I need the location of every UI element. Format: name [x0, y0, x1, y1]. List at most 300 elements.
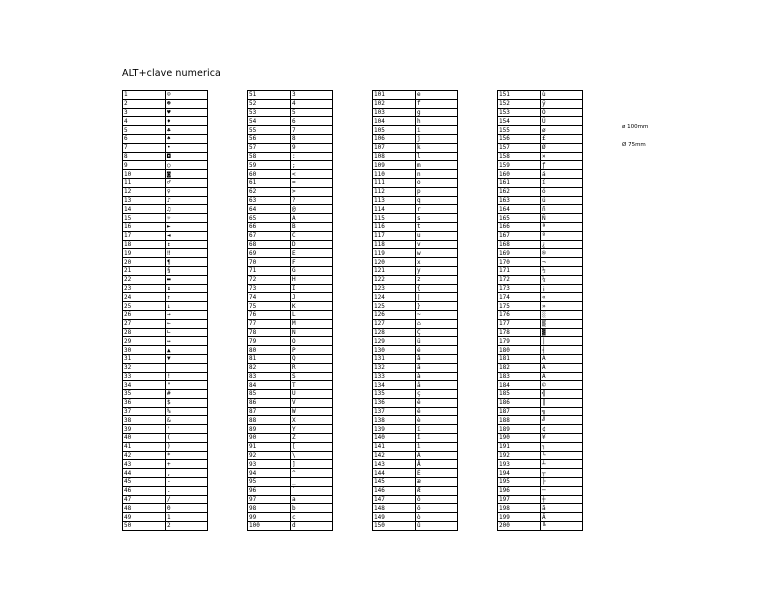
alt-code-character: ┴: [541, 460, 583, 469]
table-row: [123, 117, 208, 126]
alt-code-number: 81: [248, 354, 291, 363]
alt-code-number: 74: [248, 293, 291, 302]
alt-code-number: 186: [498, 398, 541, 407]
alt-code-character: §: [166, 266, 208, 275]
alt-code-number: 88: [248, 416, 291, 425]
alt-code-character: ñ: [541, 205, 583, 214]
alt-code-character: ä: [416, 363, 458, 372]
alt-code-number: 120: [373, 258, 416, 267]
alt-code-character: C: [291, 231, 333, 240]
alt-code-character: └: [541, 451, 583, 460]
alt-code-character: 3: [291, 91, 333, 100]
alt-code-character: ø: [541, 126, 583, 135]
alt-code-character: L: [291, 310, 333, 319]
alt-code-number: 154: [498, 117, 541, 126]
table-row: [248, 214, 333, 223]
alt-code-character: æ: [416, 478, 458, 487]
table-row: [373, 258, 458, 267]
alt-code-character: K: [291, 302, 333, 311]
alt-code-number: 137: [373, 407, 416, 416]
alt-code-number: 191: [498, 442, 541, 451]
alt-code-character: À: [541, 372, 583, 381]
table-row: [498, 170, 583, 179]
alt-code-character: ,: [166, 469, 208, 478]
alt-code-number: 180: [498, 346, 541, 355]
alt-code-character: T: [291, 381, 333, 390]
alt-code-character: ®: [541, 249, 583, 258]
alt-code-character: Ö: [541, 108, 583, 117]
alt-code-number: 165: [498, 214, 541, 223]
alt-code-character: 4: [291, 99, 333, 108]
alt-code-number: 17: [123, 231, 166, 240]
alt-code-character: #: [166, 390, 208, 399]
alt-code-character: Y: [291, 425, 333, 434]
alt-code-number: 102: [373, 99, 416, 108]
alt-code-character: ♣: [166, 126, 208, 135]
alt-code-number: 87: [248, 407, 291, 416]
alt-code-character: !: [166, 372, 208, 381]
table-row: [498, 328, 583, 337]
table-row: [248, 126, 333, 135]
alt-code-number: 93: [248, 460, 291, 469]
alt-code-character: ▲: [166, 346, 208, 355]
alt-code-number: 65: [248, 214, 291, 223]
alt-code-number: 66: [248, 222, 291, 231]
alt-code-number: 43: [123, 460, 166, 469]
alt-code-number: 142: [373, 451, 416, 460]
alt-code-number: 161: [498, 178, 541, 187]
alt-code-character: c: [291, 513, 333, 522]
alt-code-character: e: [416, 91, 458, 100]
alt-code-number: 25: [123, 302, 166, 311]
alt-code-number: 97: [248, 495, 291, 504]
table-row: [498, 205, 583, 214]
table-row: [373, 372, 458, 381]
table-row: [498, 214, 583, 223]
alt-code-character: y: [416, 266, 458, 275]
alt-code-character: ‼: [166, 249, 208, 258]
alt-code-number: 8: [123, 152, 166, 161]
alt-code-character: b: [291, 504, 333, 513]
alt-code-number: 157: [498, 143, 541, 152]
alt-code-character: I: [291, 284, 333, 293]
alt-code-character: a: [291, 495, 333, 504]
alt-code-number: 126: [373, 310, 416, 319]
table-row: [373, 152, 458, 161]
alt-code-character: ♦: [166, 117, 208, 126]
table-row: [248, 108, 333, 117]
alt-code-number: 40: [123, 434, 166, 443]
alt-code-number: 29: [123, 337, 166, 346]
table-row: [498, 117, 583, 126]
table-row: [373, 99, 458, 108]
alt-code-number: 129: [373, 337, 416, 346]
table-row: [498, 522, 583, 531]
table-row: [373, 143, 458, 152]
alt-code-number: 71: [248, 266, 291, 275]
alt-code-number: 22: [123, 275, 166, 284]
alt-code-character: ┬: [541, 469, 583, 478]
alt-code-character: ¢: [541, 425, 583, 434]
alt-code-number: 68: [248, 240, 291, 249]
alt-code-number: 109: [373, 161, 416, 170]
table-row: [123, 91, 208, 100]
table-row: [123, 442, 208, 451]
alt-code-character: *: [166, 451, 208, 460]
alt-code-character: F: [291, 258, 333, 267]
alt-code-character: û: [416, 522, 458, 531]
alt-code-number: 57: [248, 143, 291, 152]
table-row: [248, 170, 333, 179]
alt-code-character: ◘: [166, 152, 208, 161]
alt-code-number: 107: [373, 143, 416, 152]
alt-code-character: Ã: [541, 513, 583, 522]
alt-code-number: 189: [498, 425, 541, 434]
table-row: [373, 284, 458, 293]
alt-code-character: <: [291, 170, 333, 179]
alt-code-character: Ñ: [541, 214, 583, 223]
table-row: [123, 293, 208, 302]
table-row: [248, 222, 333, 231]
table-row: [248, 293, 333, 302]
table-row: [498, 381, 583, 390]
alt-code-character: ¶: [166, 258, 208, 267]
alt-code-number: 193: [498, 460, 541, 469]
alt-code-character: Q: [291, 354, 333, 363]
alt-code-number: 47: [123, 495, 166, 504]
table-row: [248, 337, 333, 346]
alt-code-number: 173: [498, 284, 541, 293]
table-row: [373, 214, 458, 223]
alt-code-character: r: [416, 205, 458, 214]
alt-code-character: ×: [541, 152, 583, 161]
table-row: [373, 222, 458, 231]
alt-code-number: 78: [248, 328, 291, 337]
alt-code-number: 127: [373, 319, 416, 328]
alt-code-number: 131: [373, 354, 416, 363]
alt-code-number: 181: [498, 354, 541, 363]
alt-code-number: 42: [123, 451, 166, 460]
alt-code-character: ←: [166, 319, 208, 328]
table-row: [248, 398, 333, 407]
alt-code-number: 110: [373, 170, 416, 179]
alt-code-number: 197: [498, 495, 541, 504]
alt-code-character: ©: [541, 381, 583, 390]
alt-code-number: 167: [498, 231, 541, 240]
alt-code-number: 143: [373, 460, 416, 469]
table-row: [498, 354, 583, 363]
alt-code-number: 82: [248, 363, 291, 372]
table-row: [248, 240, 333, 249]
alt-code-number: 101: [373, 91, 416, 100]
alt-code-character: m: [416, 161, 458, 170]
alt-code-number: 60: [248, 170, 291, 179]
table-row: [248, 434, 333, 443]
alt-code-number: 177: [498, 319, 541, 328]
alt-code-character: (: [166, 434, 208, 443]
alt-code-character: x: [416, 258, 458, 267]
table-row: [123, 284, 208, 293]
table-row: [373, 442, 458, 451]
table-row: [498, 451, 583, 460]
alt-code-character: w: [416, 249, 458, 258]
alt-code-number: 9: [123, 161, 166, 170]
alt-code-number: 170: [498, 258, 541, 267]
alt-code-character: »: [541, 302, 583, 311]
alt-code-number: 63: [248, 196, 291, 205]
alt-code-number: 192: [498, 451, 541, 460]
alt-code-number: 117: [373, 231, 416, 240]
alt-code-character: ├: [541, 478, 583, 487]
table-row: [373, 302, 458, 311]
table-row: [373, 363, 458, 372]
alt-code-character: ▼: [166, 354, 208, 363]
alt-code-number: 90: [248, 434, 291, 443]
alt-code-character: ↓: [166, 302, 208, 311]
table-row: [123, 460, 208, 469]
alt-code-number: 140: [373, 434, 416, 443]
alt-code-number: 184: [498, 381, 541, 390]
table-row: [123, 381, 208, 390]
alt-code-number: 30: [123, 346, 166, 355]
alt-code-number: 185: [498, 390, 541, 399]
table-row: [373, 187, 458, 196]
table-row: [248, 328, 333, 337]
alt-code-number: 132: [373, 363, 416, 372]
alt-code-character: à: [416, 372, 458, 381]
alt-code-number: 62: [248, 187, 291, 196]
table-row: [248, 99, 333, 108]
alt-code-number: 70: [248, 258, 291, 267]
alt-code-number: 152: [498, 99, 541, 108]
alt-code-character: 7: [291, 126, 333, 135]
alt-code-character: ): [166, 442, 208, 451]
alt-code-character: ª: [541, 222, 583, 231]
alt-code-number: 128: [373, 328, 416, 337]
alt-code-character: %: [166, 407, 208, 416]
table-row: [123, 266, 208, 275]
alt-code-number: 48: [123, 504, 166, 513]
alt-code-number: 61: [248, 178, 291, 187]
table-row: [248, 354, 333, 363]
table-row: [373, 196, 458, 205]
alt-code-number: 99: [248, 513, 291, 522]
alt-code-character: º: [541, 231, 583, 240]
table-row: [248, 143, 333, 152]
table-row: [123, 346, 208, 355]
alt-code-number: 38: [123, 416, 166, 425]
table-row: [123, 328, 208, 337]
alt-code-character: ": [166, 381, 208, 390]
alt-code-number: 176: [498, 310, 541, 319]
table-row: [123, 240, 208, 249]
alt-code-character: {: [416, 284, 458, 293]
table-row: [123, 134, 208, 143]
alt-code-character: D: [291, 240, 333, 249]
table-row: [373, 513, 458, 522]
table-row: [248, 390, 333, 399]
alt-code-number: 21: [123, 266, 166, 275]
alt-code-number: 169: [498, 249, 541, 258]
table-row: [123, 170, 208, 179]
alt-code-number: 155: [498, 126, 541, 135]
alt-code-character: ☼: [166, 214, 208, 223]
alt-code-character: ∟: [166, 328, 208, 337]
alt-code-number: 156: [498, 134, 541, 143]
alt-code-number: 13: [123, 196, 166, 205]
alt-code-number: 114: [373, 205, 416, 214]
alt-code-number: 196: [498, 486, 541, 495]
alt-code-character: [166, 363, 208, 372]
table-row: [373, 460, 458, 469]
table-row: [373, 205, 458, 214]
table-row: [373, 266, 458, 275]
table-row: [248, 460, 333, 469]
table-row: [498, 513, 583, 522]
alt-code-character: â: [416, 354, 458, 363]
table-row: [248, 134, 333, 143]
alt-code-number: 92: [248, 451, 291, 460]
alt-code-character: ö: [416, 504, 458, 513]
alt-code-number: 39: [123, 425, 166, 434]
table-row: [373, 434, 458, 443]
alt-code-character: ?: [291, 196, 333, 205]
table-row: [498, 504, 583, 513]
alt-code-character: 5: [291, 108, 333, 117]
alt-code-number: 91: [248, 442, 291, 451]
alt-code-character: ┐: [541, 442, 583, 451]
table-row: [123, 258, 208, 267]
table-row: [248, 161, 333, 170]
alt-code-number: 55: [248, 126, 291, 135]
alt-code-number: 19: [123, 249, 166, 258]
table-row: [123, 434, 208, 443]
alt-code-character: ó: [541, 187, 583, 196]
table-row: [498, 187, 583, 196]
alt-code-number: 183: [498, 372, 541, 381]
table-row: [498, 222, 583, 231]
alt-code-character: ü: [416, 337, 458, 346]
table-row: [248, 231, 333, 240]
alt-code-number: 79: [248, 337, 291, 346]
alt-code-character: å: [416, 381, 458, 390]
alt-code-character: ~: [416, 310, 458, 319]
alt-code-number: 36: [123, 398, 166, 407]
table-row: [373, 91, 458, 100]
table-row: [123, 249, 208, 258]
alt-code-number: 153: [498, 108, 541, 117]
table-row: [123, 486, 208, 495]
table-row: [123, 302, 208, 311]
alt-code-character: ▬: [166, 275, 208, 284]
table-row: [123, 99, 208, 108]
alt-code-number: 113: [373, 196, 416, 205]
table-row: [373, 240, 458, 249]
alt-code-character: |: [416, 293, 458, 302]
alt-code-character: 2: [166, 522, 208, 531]
alt-code-number: 52: [248, 99, 291, 108]
table-row: [123, 372, 208, 381]
table-row: [373, 469, 458, 478]
alt-code-number: 146: [373, 486, 416, 495]
alt-code-number: 10: [123, 170, 166, 179]
table-row: [248, 363, 333, 372]
alt-code-character: u: [416, 231, 458, 240]
table-row: [248, 266, 333, 275]
alt-code-character: s: [416, 214, 458, 223]
alt-code-number: 98: [248, 504, 291, 513]
alt-code-number: 115: [373, 214, 416, 223]
alt-code-character: =: [291, 178, 333, 187]
table-row: [498, 390, 583, 399]
alt-code-number: 139: [373, 425, 416, 434]
alt-code-number: 34: [123, 381, 166, 390]
table-row: [498, 240, 583, 249]
table-row: [248, 302, 333, 311]
table-row: [498, 275, 583, 284]
alt-code-character: t: [416, 222, 458, 231]
table-row: [248, 522, 333, 531]
table-row: [498, 258, 583, 267]
alt-code-character: →: [166, 310, 208, 319]
alt-code-character: _: [291, 478, 333, 487]
alt-code-character: ╝: [541, 416, 583, 425]
table-row: [248, 425, 333, 434]
alt-code-character: [: [291, 442, 333, 451]
alt-code-character: ': [166, 425, 208, 434]
alt-code-character: ì: [416, 442, 458, 451]
alt-code-character: ½: [541, 266, 583, 275]
alt-code-character: S: [291, 372, 333, 381]
table-row: [373, 319, 458, 328]
alt-code-number: 148: [373, 504, 416, 513]
alt-code-character: N: [291, 328, 333, 337]
alt-code-character: «: [541, 293, 583, 302]
alt-code-number: 188: [498, 416, 541, 425]
alt-code-number: 151: [498, 91, 541, 100]
table-row: [248, 478, 333, 487]
alt-code-character: ▓: [541, 328, 583, 337]
alt-code-character: Ø: [541, 143, 583, 152]
alt-code-character: i: [416, 126, 458, 135]
table-row: [498, 319, 583, 328]
alt-code-number: 56: [248, 134, 291, 143]
table-row: [373, 390, 458, 399]
alt-code-character: v: [416, 240, 458, 249]
alt-code-number: 73: [248, 284, 291, 293]
alt-code-number: 18: [123, 240, 166, 249]
table-row: [373, 381, 458, 390]
alt-code-number: 44: [123, 469, 166, 478]
table-row: [123, 205, 208, 214]
table-row: [248, 346, 333, 355]
table-row: [498, 442, 583, 451]
alt-code-character: -: [166, 478, 208, 487]
alt-code-character: B: [291, 222, 333, 231]
note-diameter-75: Ø 75mm: [622, 142, 646, 148]
table-row: [498, 293, 583, 302]
alt-code-character: &: [166, 416, 208, 425]
alt-code-character: g: [416, 108, 458, 117]
alt-code-character: Á: [541, 354, 583, 363]
alt-code-number: 33: [123, 372, 166, 381]
table-row: [248, 117, 333, 126]
alt-code-character: ¥: [541, 434, 583, 443]
alt-code-character: M: [291, 319, 333, 328]
alt-code-number: 168: [498, 240, 541, 249]
table-row: [498, 161, 583, 170]
alt-code-number: 198: [498, 504, 541, 513]
